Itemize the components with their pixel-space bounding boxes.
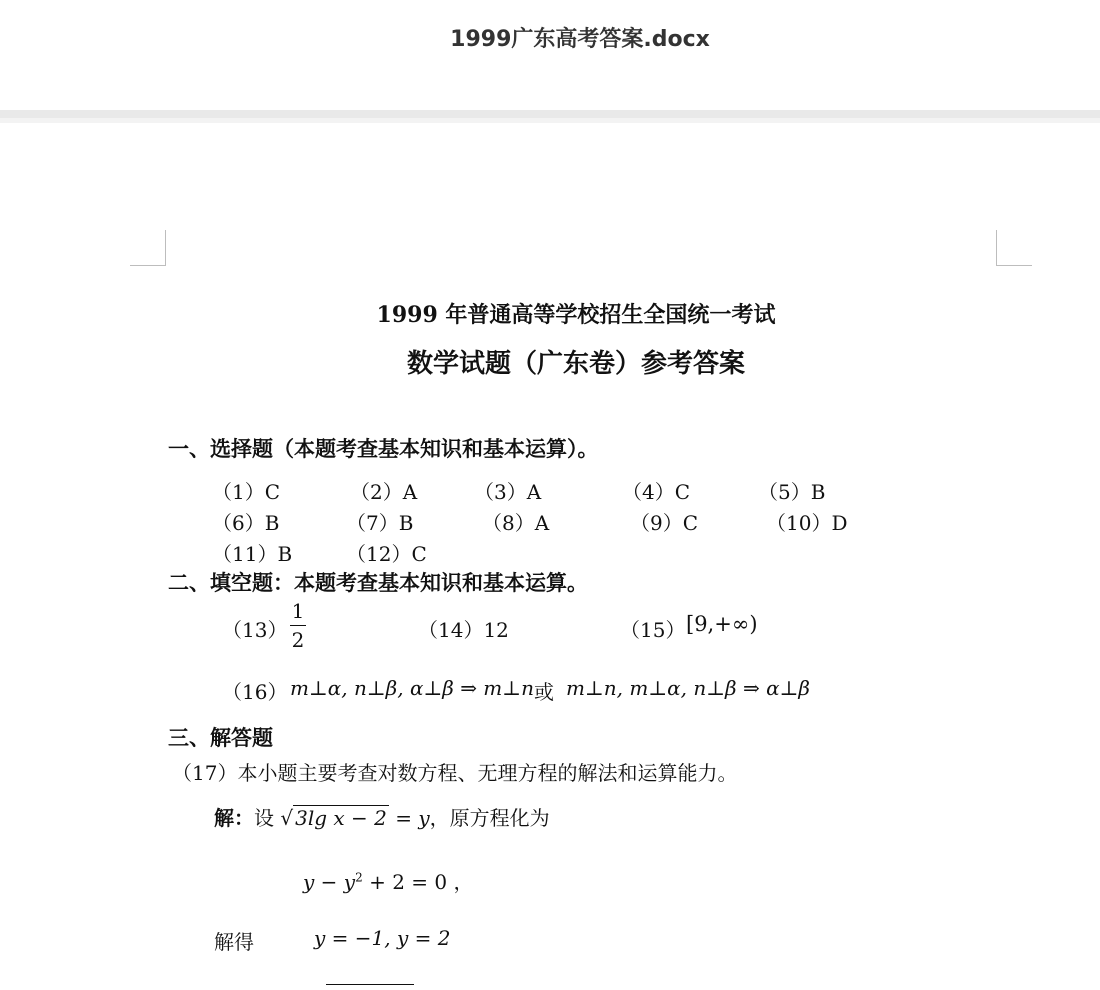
equation-1-exponent: 2 — [355, 870, 363, 885]
answer-3: （3）A — [474, 480, 542, 504]
q16-or: 或 — [534, 680, 554, 704]
page-margin-mark-right — [996, 230, 1032, 266]
solution-set-word: 设 — [254, 806, 274, 830]
answer-9: （9）C — [630, 511, 699, 535]
section-heading-solve: 三、解答题 — [168, 725, 273, 750]
q13-label: （13） — [222, 618, 288, 642]
solve-expression: y = −1, y = 2 — [314, 926, 451, 950]
sqrt-radicand: 3lg x − 2 — [295, 806, 387, 830]
fraction-bar — [290, 625, 306, 626]
equation-1-part: y − y — [303, 870, 356, 894]
q15-label: （15） — [620, 618, 686, 642]
q13-denominator: 2 — [291, 628, 305, 652]
equation-1-rest: + 2 = 0 ， — [362, 870, 474, 894]
q14-answer: （14）12 — [418, 618, 509, 642]
q13-numerator: 1 — [291, 599, 305, 623]
document-title: 1999广东高考答案.docx — [450, 27, 710, 52]
answer-5: （5）B — [758, 480, 826, 504]
answer-8: （8）A — [482, 511, 550, 535]
sqrt-equals: = y — [388, 806, 430, 830]
toolbar-separator — [0, 110, 1100, 118]
q13-fraction — [290, 599, 306, 652]
title-bar — [0, 0, 1100, 110]
answer-4: （4）C — [622, 480, 691, 504]
q15-interval: [9,+∞) — [686, 612, 758, 636]
answer-11: （11）B — [212, 542, 293, 566]
solution-label: 解： — [214, 806, 254, 830]
q17-intro: （17）本小题主要考查对数方程、无理方程的解法和运算能力。 — [172, 761, 738, 785]
answer-2: （2）A — [350, 480, 418, 504]
q16-expr-2: m⊥n, m⊥α, n⊥β ⇒ α⊥β — [566, 676, 810, 700]
solution-rest: ，原方程化为 — [429, 806, 550, 830]
solve-label: 解得 — [214, 930, 254, 954]
answer-1: （1）C — [212, 480, 281, 504]
answer-6: （6）B — [212, 511, 280, 535]
answer-7: （7）B — [346, 511, 414, 535]
section-heading-fill: 二、填空题：本题考查基本知识和基本运算。 — [168, 570, 588, 595]
sqrt-expression: √ 3lg x − 2 — [280, 806, 387, 830]
section-heading-choice: 一、选择题（本题考查基本知识和基本运算）。 — [168, 436, 599, 461]
q16-expr-1: m⊥α, n⊥β, α⊥β ⇒ m⊥n — [290, 676, 534, 700]
q16-label: （16） — [222, 680, 288, 704]
solution-line — [214, 802, 550, 831]
answer-12: （12）C — [346, 542, 427, 566]
exam-title: 1999 年普通高等学校招生全国统一考试 — [376, 302, 776, 328]
equation-1 — [303, 866, 473, 895]
answer-title: 数学试题（广东卷）参考答案 — [406, 349, 745, 379]
page-margin-mark-left — [130, 230, 166, 266]
cutoff-sqrt-overline — [326, 984, 414, 985]
answer-10: （10）D — [766, 511, 848, 535]
